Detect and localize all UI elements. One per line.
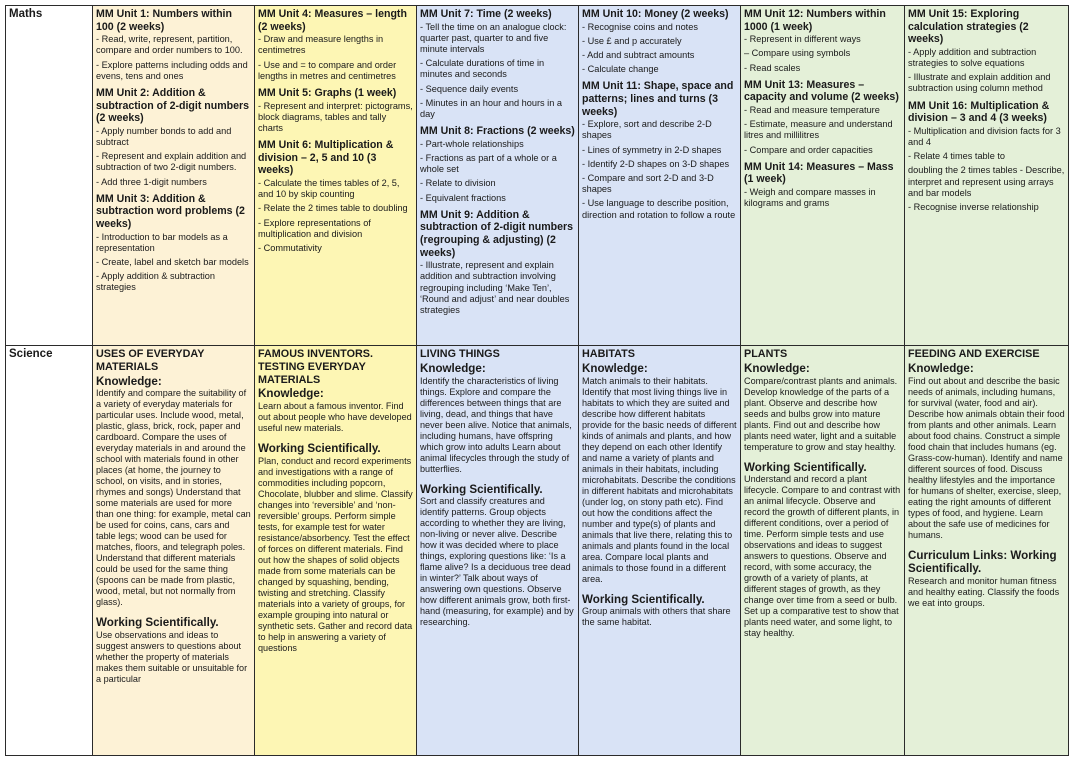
section-text: Match animals to their habitats. Identify that most living things live in habitats to which they are suited and describe how different habitats provide for the basic needs of different kinds of animals and plants, and how they depend on each other Identify and name a variety of plants and animals in their habitats, including microhabitats. Describe the conditions in different habitats and microhabitats (under log, on stony path etc). Find out how the conditions affect the number and type(s) of plants and animals that live there, relating this to animals and plants found in the local area. Compare local plants and animals to those found in a different area. bbox=[582, 375, 737, 584]
unit-objective: - Equivalent fractions bbox=[420, 192, 506, 203]
unit-title: MM Unit 3: Addition & subtraction word problems (2 weeks) bbox=[96, 192, 245, 230]
unit-objective: - Illustrate and explain addition and subtraction using column method bbox=[908, 72, 1051, 94]
unit-objective: - Commutativity bbox=[258, 243, 322, 253]
science-topic: FAMOUS INVENTORS. TESTING EVERYDAY MATERIALS bbox=[258, 348, 373, 386]
section-text: Understand and record a plant lifecycle. Compare to and contrast with an animal lifecycle. Observe and record the growth of different plants, in different conditions, over a period of time. Perform simple tests and use observations and ideas to suggest answers to questions. Observe and record, with some accuracy, the growth of a variety of plants, at different stages of growth, as they change over time from a seed or bulb. Set up a comparative test to show that plants need water, and some light, to stay healthy. bbox=[744, 474, 901, 639]
science-topic: HABITATS bbox=[582, 348, 635, 360]
section-text: Sort and classify creatures and identify patterns. Group objects according to whether they are living, non-living or never alive. Describe how it was decided where to place things, exploring questions like: ‘Is a flame alive? Is a deciduous tree dead in winter?’ Talk about ways of answering own questions. Observe how different animals grow, both first-hand (measuring, for example) and by researching. bbox=[420, 496, 574, 628]
section-text: Identify and compare the suitability of a variety of everyday materials for particular uses. Include wood, metal, plastic, glass, brick, rock, paper and cardboard. Compare the uses of everyday materials in and around the school with materials found in other places (at home, the journey to school, on visits, and in stories, rhymes and songs) Understand that some materials are used for more than one thing: for example, metal can be used for coins, cans, cars and table legs; wood can be used for matches, floors, and telegraph poles. Understand that different materials could be used for the same thing (spoons can be made from plastic, wood, metal, but not normally from glass). bbox=[96, 388, 251, 608]
maths-unit bbox=[582, 80, 737, 220]
unit-objective: - Explore representations of multiplication and division bbox=[258, 217, 371, 239]
unit-objective: - Add and subtract amounts bbox=[582, 50, 695, 60]
unit-objective: - Calculate the times tables of 2, 5, and 10 by skip counting bbox=[258, 177, 400, 200]
unit-title: MM Unit 12: Numbers within 1000 (1 week) bbox=[744, 8, 886, 33]
unit-objective: - Relate 4 times table to bbox=[908, 151, 1006, 162]
unit-objective: - Fractions as part of a whole or a whole set bbox=[420, 153, 557, 175]
unit-title: MM Unit 1: Numbers within 100 (2 weeks) bbox=[96, 8, 232, 33]
unit-objective: - Represent in different ways bbox=[744, 34, 861, 45]
maths-cell bbox=[417, 6, 579, 346]
maths-cell bbox=[255, 6, 417, 346]
unit-title: MM Unit 16: Multiplication & division – 3 and 4 (3 weeks) bbox=[908, 99, 1050, 125]
unit-objective: - Read and measure temperature bbox=[744, 104, 880, 115]
unit-objective: - Use £ and p accurately bbox=[582, 35, 682, 46]
section-heading: Working Scientifically. bbox=[258, 442, 381, 456]
unit-title: MM Unit 15: Exploring calculation strategies (2 weeks) bbox=[908, 8, 1029, 46]
maths-unit bbox=[420, 8, 575, 120]
science-topic: USES OF EVERYDAY MATERIALS bbox=[96, 348, 205, 373]
science-cell bbox=[741, 346, 905, 756]
maths-unit bbox=[258, 139, 413, 254]
unit-objective: - Add three 1-digit numbers bbox=[96, 176, 207, 187]
unit-title: MM Unit 9: Addition & subtraction of 2-digit numbers (regrouping & adjusting) (2 weeks) bbox=[420, 208, 574, 259]
science-cell bbox=[579, 346, 741, 756]
section-heading: Knowledge: bbox=[744, 361, 810, 375]
unit-objective: - Part-whole relationships bbox=[420, 138, 524, 149]
unit-objective: - Explore, sort and describe 2-D shapes bbox=[582, 119, 712, 141]
unit-objective: - Draw and measure lengths in centimetres bbox=[258, 34, 384, 56]
unit-objective: - Lines of symmetry in 2-D shapes bbox=[582, 144, 722, 155]
subject-science: Science bbox=[6, 346, 93, 756]
unit-objective: - Apply addition & subtraction strategies bbox=[96, 271, 215, 293]
section-text: Learn about a famous inventor. Find out about people who have developed useful new materials. bbox=[258, 401, 412, 434]
unit-objective: - Estimate, measure and understand litres and millilitres bbox=[744, 119, 893, 141]
unit-objective: - Apply number bonds to add and subtract bbox=[96, 125, 232, 147]
section-heading: Knowledge: bbox=[420, 361, 486, 375]
section-heading: Working Scientifically. bbox=[96, 616, 219, 630]
curriculum-table bbox=[5, 5, 1069, 756]
unit-objective: - Calculate durations of time in minutes and seconds bbox=[420, 58, 545, 80]
maths-row bbox=[6, 6, 1069, 346]
section-heading: Knowledge: bbox=[908, 361, 974, 375]
maths-unit bbox=[908, 100, 1065, 214]
unit-objective: - Read, write, represent, partition, compare and order numbers to 100. bbox=[96, 34, 243, 56]
maths-cell bbox=[93, 6, 255, 346]
unit-objective: - Recognise inverse relationship bbox=[908, 202, 1039, 212]
unit-objective: - Weigh and compare masses in kilograms and grams bbox=[744, 186, 876, 209]
section-heading: Working Scientifically. bbox=[420, 482, 543, 496]
maths-unit bbox=[582, 8, 737, 75]
maths-cell bbox=[741, 6, 905, 346]
unit-objective: - Calculate change bbox=[582, 64, 659, 75]
section-text: Use observations and ideas to suggest answers to questions about whether the property of materials makes them suitable or unsuitable for a particular bbox=[96, 630, 248, 685]
unit-objective: – Compare using symbols bbox=[744, 48, 851, 59]
science-cell bbox=[255, 346, 417, 756]
unit-title: MM Unit 5: Graphs (1 week) bbox=[258, 87, 397, 99]
section-text: Research and monitor human fitness and healthy eating. Classify the foods we eat into groups. bbox=[908, 576, 1060, 609]
maths-unit bbox=[258, 8, 413, 82]
unit-objective: - Use and = to compare and order lengths in metres and centimetres bbox=[258, 59, 397, 81]
unit-objective: - Read scales bbox=[744, 62, 801, 73]
unit-objective: - Compare and sort 2-D and 3-D shapes bbox=[582, 173, 714, 195]
maths-unit bbox=[744, 79, 901, 156]
science-cell bbox=[93, 346, 255, 756]
section-heading: Working Scientifically. bbox=[744, 460, 867, 474]
section-text: Group animals with others that share the same habitat. bbox=[582, 606, 731, 628]
maths-unit bbox=[258, 87, 413, 134]
science-topic: FEEDING AND EXERCISE bbox=[908, 348, 1040, 360]
unit-title: MM Unit 13: Measures – capacity and volume (2 weeks) bbox=[744, 78, 899, 104]
section-heading: Working Scientifically. bbox=[582, 592, 705, 606]
maths-unit bbox=[908, 8, 1065, 95]
unit-objective: - Compare and order capacities bbox=[744, 144, 873, 155]
unit-title: MM Unit 6: Multiplication & division – 2, 5 and 10 (3 weeks) bbox=[258, 139, 394, 177]
unit-objective: - Create, label and sketch bar models bbox=[96, 256, 249, 267]
unit-objective: - Relate the 2 times table to doubling bbox=[258, 203, 408, 214]
unit-title: MM Unit 8: Fractions (2 weeks) bbox=[420, 125, 575, 138]
unit-title: MM Unit 14: Measures – Mass (1 week) bbox=[744, 160, 894, 186]
unit-objective: - Illustrate, represent and explain addition and subtraction involving regrouping including ‘Make Ten’, ‘Round and adjust’ and near doubles strategies bbox=[420, 260, 570, 316]
unit-objective: - Multiplication and division facts for 3 and 4 bbox=[908, 125, 1061, 147]
maths-unit bbox=[744, 161, 901, 210]
maths-unit bbox=[420, 125, 575, 204]
unit-objective: - Relate to division bbox=[420, 178, 496, 189]
unit-objective: - Recognise coins and notes bbox=[582, 21, 698, 32]
science-row bbox=[6, 346, 1069, 756]
science-topic: PLANTS bbox=[744, 348, 788, 360]
unit-title: MM Unit 10: Money (2 weeks) bbox=[582, 8, 729, 20]
maths-unit bbox=[96, 87, 251, 188]
section-text: Identify the characteristics of living things. Explore and compare the differences between things that are living, dead, and things that have never been alive. Notice that animals, including humans, have offspring which grow into adults Learn about animal lifecycles through the study of butterflies. bbox=[420, 375, 572, 474]
section-heading: Knowledge: bbox=[96, 374, 162, 388]
science-topic: LIVING THINGS bbox=[420, 348, 500, 360]
science-cell bbox=[417, 346, 579, 756]
unit-objective: - Explore patterns including odds and evens, tens and ones bbox=[96, 59, 248, 81]
unit-title: MM Unit 2: Addition & subtraction of 2-digit numbers (2 weeks) bbox=[96, 87, 250, 125]
unit-objective: - Use language to describe position, direction and rotation to follow a route bbox=[582, 198, 736, 220]
unit-title: MM Unit 11: Shape, space and patterns; lines and turns (3 weeks) bbox=[582, 80, 734, 118]
section-text: Plan, conduct and record experiments and investigations with a range of commodities including popcorn, Chocolate, blubber and slime. Classify changes into ‘reversible’ and ‘non-reversible’ groups. Perform simple tests, for example test for water resistance/absorbency. Test the effect of forces on different materials. Find out how the shapes of solid objects made from some materials can be changed by squashing, bending, twisting and stretching. Classify materials into a variety of groups, for example grouping into natural or synthetic sets. Gather and record data to help in answering a variety of questions bbox=[258, 455, 413, 653]
maths-cell bbox=[905, 6, 1069, 346]
unit-objective: doubling the 2 times tables - Describe, interpret and represent using arrays and bar models bbox=[908, 165, 1065, 198]
science-cell bbox=[905, 346, 1069, 756]
unit-objective: - Identify 2-D shapes on 3-D shapes bbox=[582, 158, 730, 169]
section-heading: Knowledge: bbox=[258, 387, 324, 401]
unit-title: MM Unit 4: Measures – length (2 weeks) bbox=[258, 8, 407, 33]
section-text: Find out about and describe the basic needs of animals, including humans, for survival (water, food and air). Describe how animals obtain their food from plants and other animals. Learn about food chains. Construct a simple food chain that includes humans (eg. Grass-cow-human). Identify and name different sources of food. Discuss healthy lifestyles and the importance for humans of shelter, exercise, sleep, eating the right amounts of different types of food, and hygiene. Learn about the safe use of medicines for humans. bbox=[908, 375, 1065, 540]
maths-cell bbox=[579, 6, 741, 346]
unit-objective: - Represent and interpret: pictograms, block diagrams, tables and tally charts bbox=[258, 100, 413, 133]
unit-objective: - Minutes in an hour and hours in a day bbox=[420, 97, 562, 120]
unit-objective: - Introduction to bar models as a representation bbox=[96, 231, 228, 253]
maths-unit bbox=[744, 8, 901, 74]
unit-objective: - Sequence daily events bbox=[420, 83, 519, 94]
maths-unit bbox=[420, 209, 575, 316]
unit-objective: - Represent and explain addition and subtraction of two 2-digit numbers. bbox=[96, 151, 247, 173]
maths-unit bbox=[96, 193, 251, 294]
maths-unit bbox=[96, 8, 251, 82]
unit-title: MM Unit 7: Time (2 weeks) bbox=[420, 8, 552, 20]
unit-objective: - Tell the time on an analogue clock: quarter past, quarter to and five minute intervals bbox=[420, 21, 567, 54]
subject-maths: Maths bbox=[6, 6, 93, 346]
section-text: Compare/contrast plants and animals. Develop knowledge of the parts of a plant. Observe and describe how seeds and bulbs grow into mature plants. Find out and describe how plants need water, light and a suitable temperature to grow and stay healthy. bbox=[744, 375, 898, 452]
section-heading: Knowledge: bbox=[582, 361, 648, 375]
section-heading: Curriculum Links: Working Scientifically. bbox=[908, 548, 1057, 576]
unit-objective: - Apply addition and subtraction strategies to solve equations bbox=[908, 46, 1037, 68]
